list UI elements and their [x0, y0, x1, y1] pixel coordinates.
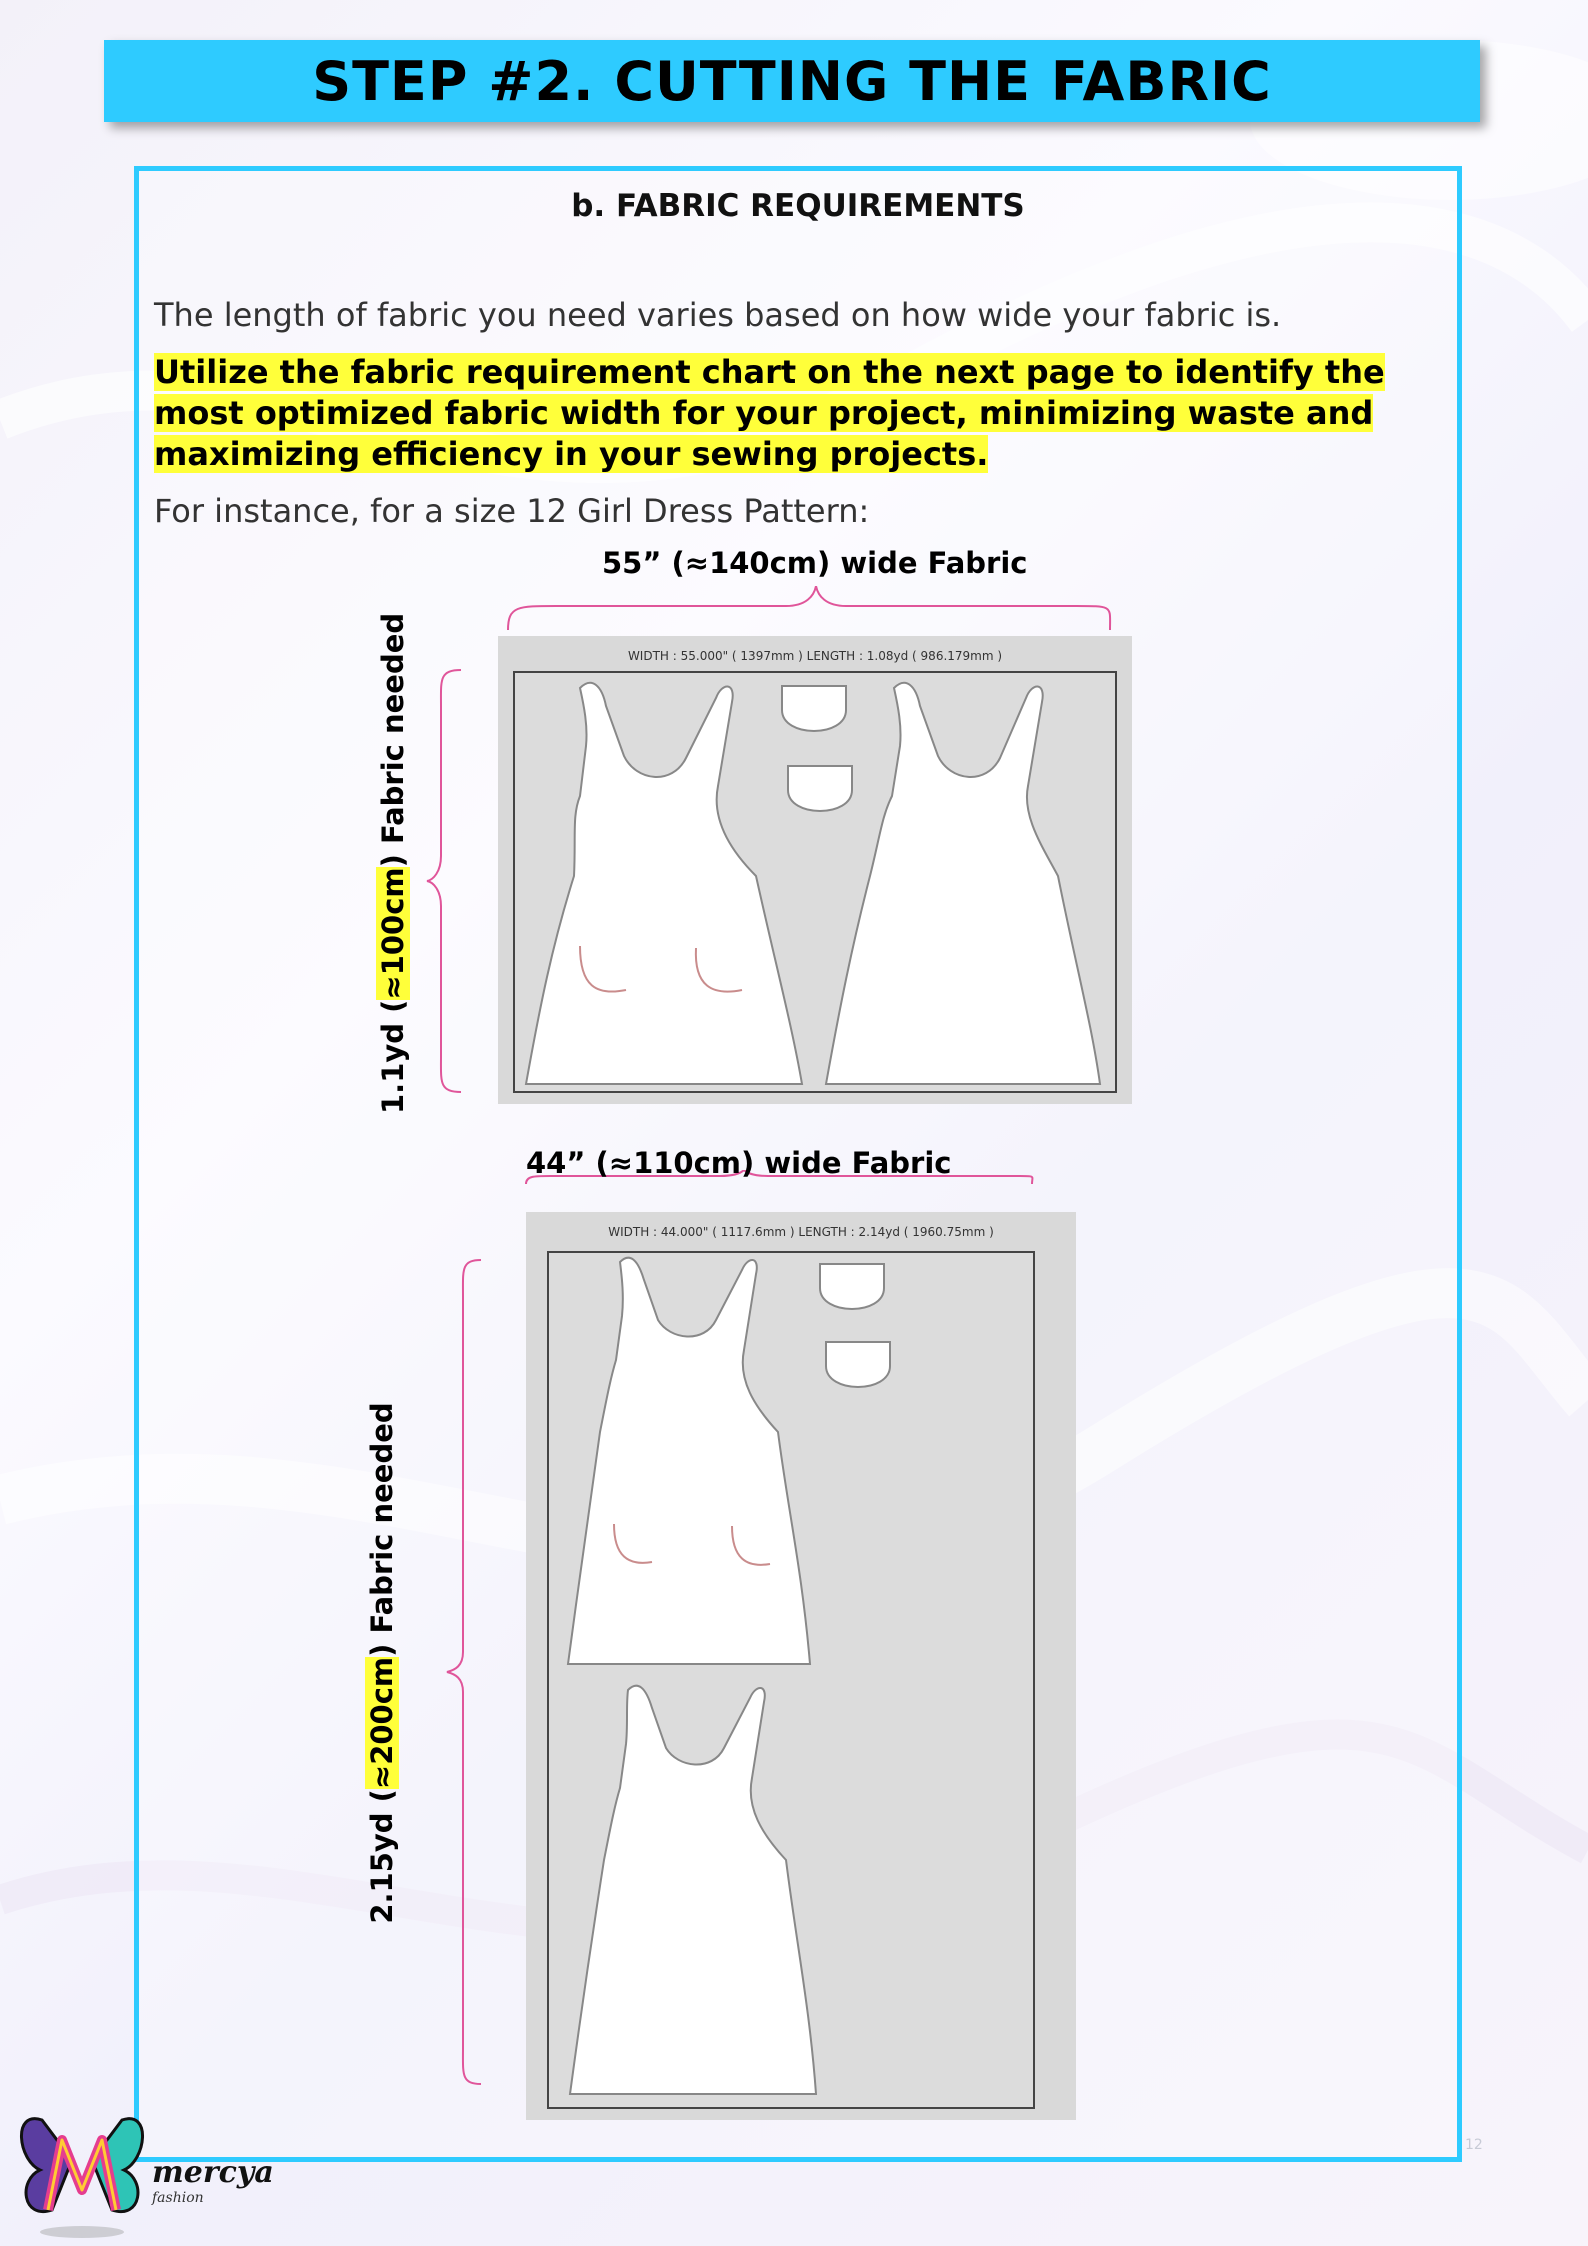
title-banner [104, 40, 1480, 122]
brand-logo [12, 2100, 282, 2246]
pocket-piece-2 [788, 766, 852, 811]
length-bracket-44 [445, 1256, 485, 2088]
brand-name: mercya [152, 2155, 274, 2190]
page-title: STEP #2. CUTTING THE FABRIC [312, 49, 1272, 113]
pocket-piece-2 [826, 1342, 890, 1387]
pocket-piece-1 [820, 1264, 884, 1309]
brand-tagline: fashion [152, 2190, 204, 2206]
marker-info-44: WIDTH : 44.000" ( 1117.6mm ) LENGTH : 2.14yd ( 1960.75mm ) [608, 1225, 994, 1239]
length-label-55: 1.1yd (≈100cm) Fabric needed [376, 612, 410, 1114]
width-label-44: 44” (≈110cm) wide Fabric [526, 1146, 952, 1180]
highlight-text: Utilize the fabric requirement chart on the next page to identify the most optimized fabric width for your project, minimizing waste and maximizing efficiency in your sewing projects. [154, 353, 1385, 473]
page-number: 12 [1465, 2137, 1483, 2153]
section-subtitle: b. FABRIC REQUIREMENTS [571, 188, 1025, 224]
marker-layout-44 [520, 1170, 1080, 2122]
pocket-piece-1 [782, 686, 846, 731]
intro-text: The length of fabric you need varies based on how wide your fabric is. [154, 296, 1282, 334]
length-bracket-55 [425, 666, 465, 1096]
width-label-55: 55” (≈140cm) wide Fabric [602, 546, 1028, 580]
marker-layout-55 [496, 586, 1136, 1106]
length-label-44: 2.15yd (≈200cm) Fabric needed [365, 1402, 399, 1924]
highlighted-instruction [154, 352, 1444, 475]
example-text: For instance, for a size 12 Girl Dress Pattern: [154, 492, 870, 530]
marker-info-55: WIDTH : 55.000" ( 1397mm ) LENGTH : 1.08yd ( 986.179mm ) [627, 649, 1003, 663]
